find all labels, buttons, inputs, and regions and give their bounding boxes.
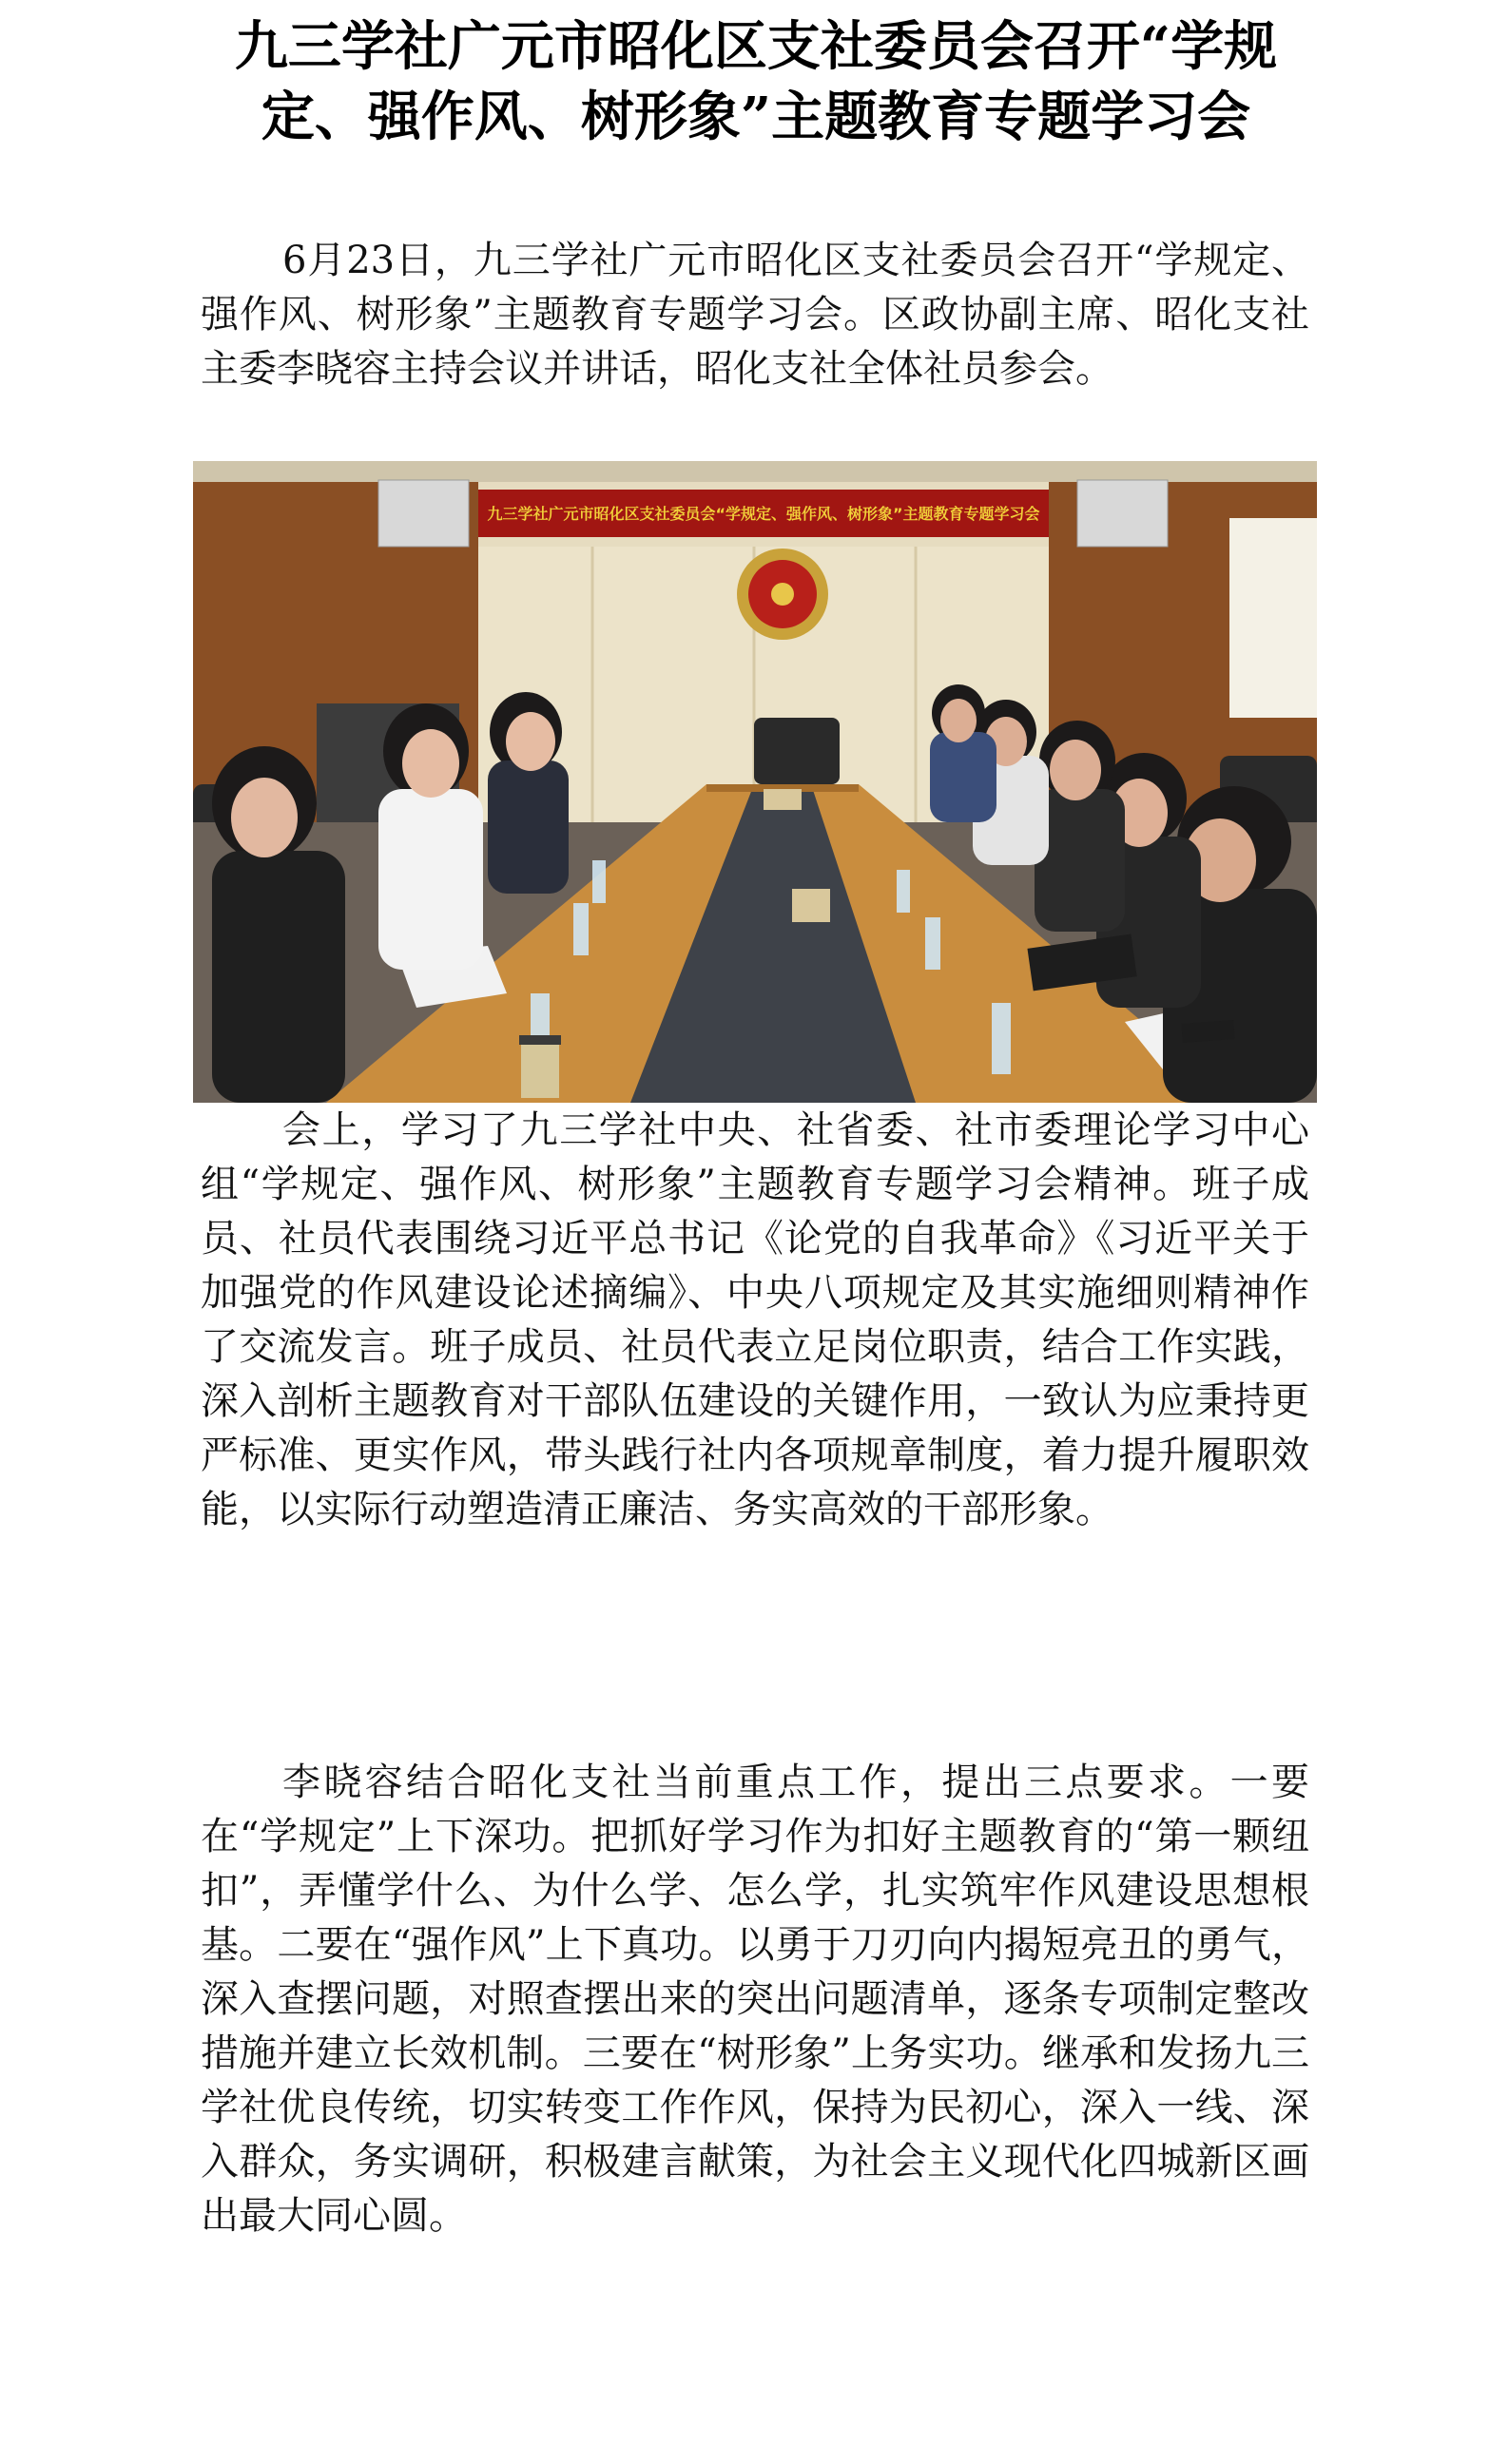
article-title: 九三学社广元市昭化区支社委员会召开“学规定、强作风、树形象”主题教育专题学习会 (234, 15, 1278, 148)
air-conditioner (1077, 480, 1168, 547)
air-conditioner (378, 480, 469, 547)
window (1229, 518, 1317, 718)
paragraph-requirements: 李晓容结合昭化支社当前重点工作，提出三点要求。一要在“学规定”上下深功。把抓好学习作为扣好主题教育的“第一颗纽扣”，弄懂学什么、为什么学、怎么学，扎实筑牢作风建设思想根基。二要在“强作风”上下真功。以勇于刀刃向内揭短亮丑的勇气，深入查摆问题，对照查摆出来的突出问题清单，逐条专项制定整改措施并建立长效机制。三要在“树形象”上务实功。继承和发扬九三学社优良传统，切实转变工作作风，保持为民初心，深入一线、深入群众，务实调研，积极建言献策，为社会主义现代化四城新区画出最大同心圆。 (201, 1761, 1309, 2238)
paragraph-intro: 6月23日，九三学社广元市昭化区支社委员会召开“学规定、强作风、树形象”主题教育专题学习会。区政协副主席、昭化支社主委李晓容主持会议并讲话，昭化支社全体社员参会。 (201, 239, 1309, 391)
banner-text: 九三学社广元市昭化区支社委员会“学规定、强作风、树形象”主题教育专题学习会 (487, 505, 1040, 523)
paragraph-study: 会上，学习了九三学社中央、社省委、社市委理论学习中心组“学规定、强作风、树形象”主题教育专题学习会精神。班子成员、社员代表围绕习近平总书记《论党的自我革命》《习近平关于加强党的作风建设论述摘编》、中央八项规定及其实施细则精神作了交流发言。班子成员、社员代表立足岗位职责，结合工作实践，深入剖析主题教育对干部队伍建设的关键作用，一致认为应秉持更严标准、更实作风，带头践行社内各项规章制度，着力提升履职效能，以实际行动塑造清正廉洁、务实高效的干部形象。 (201, 1108, 1309, 1531)
chair-head (754, 718, 840, 784)
cup (521, 1041, 559, 1098)
meeting-photo (193, 461, 1317, 1103)
